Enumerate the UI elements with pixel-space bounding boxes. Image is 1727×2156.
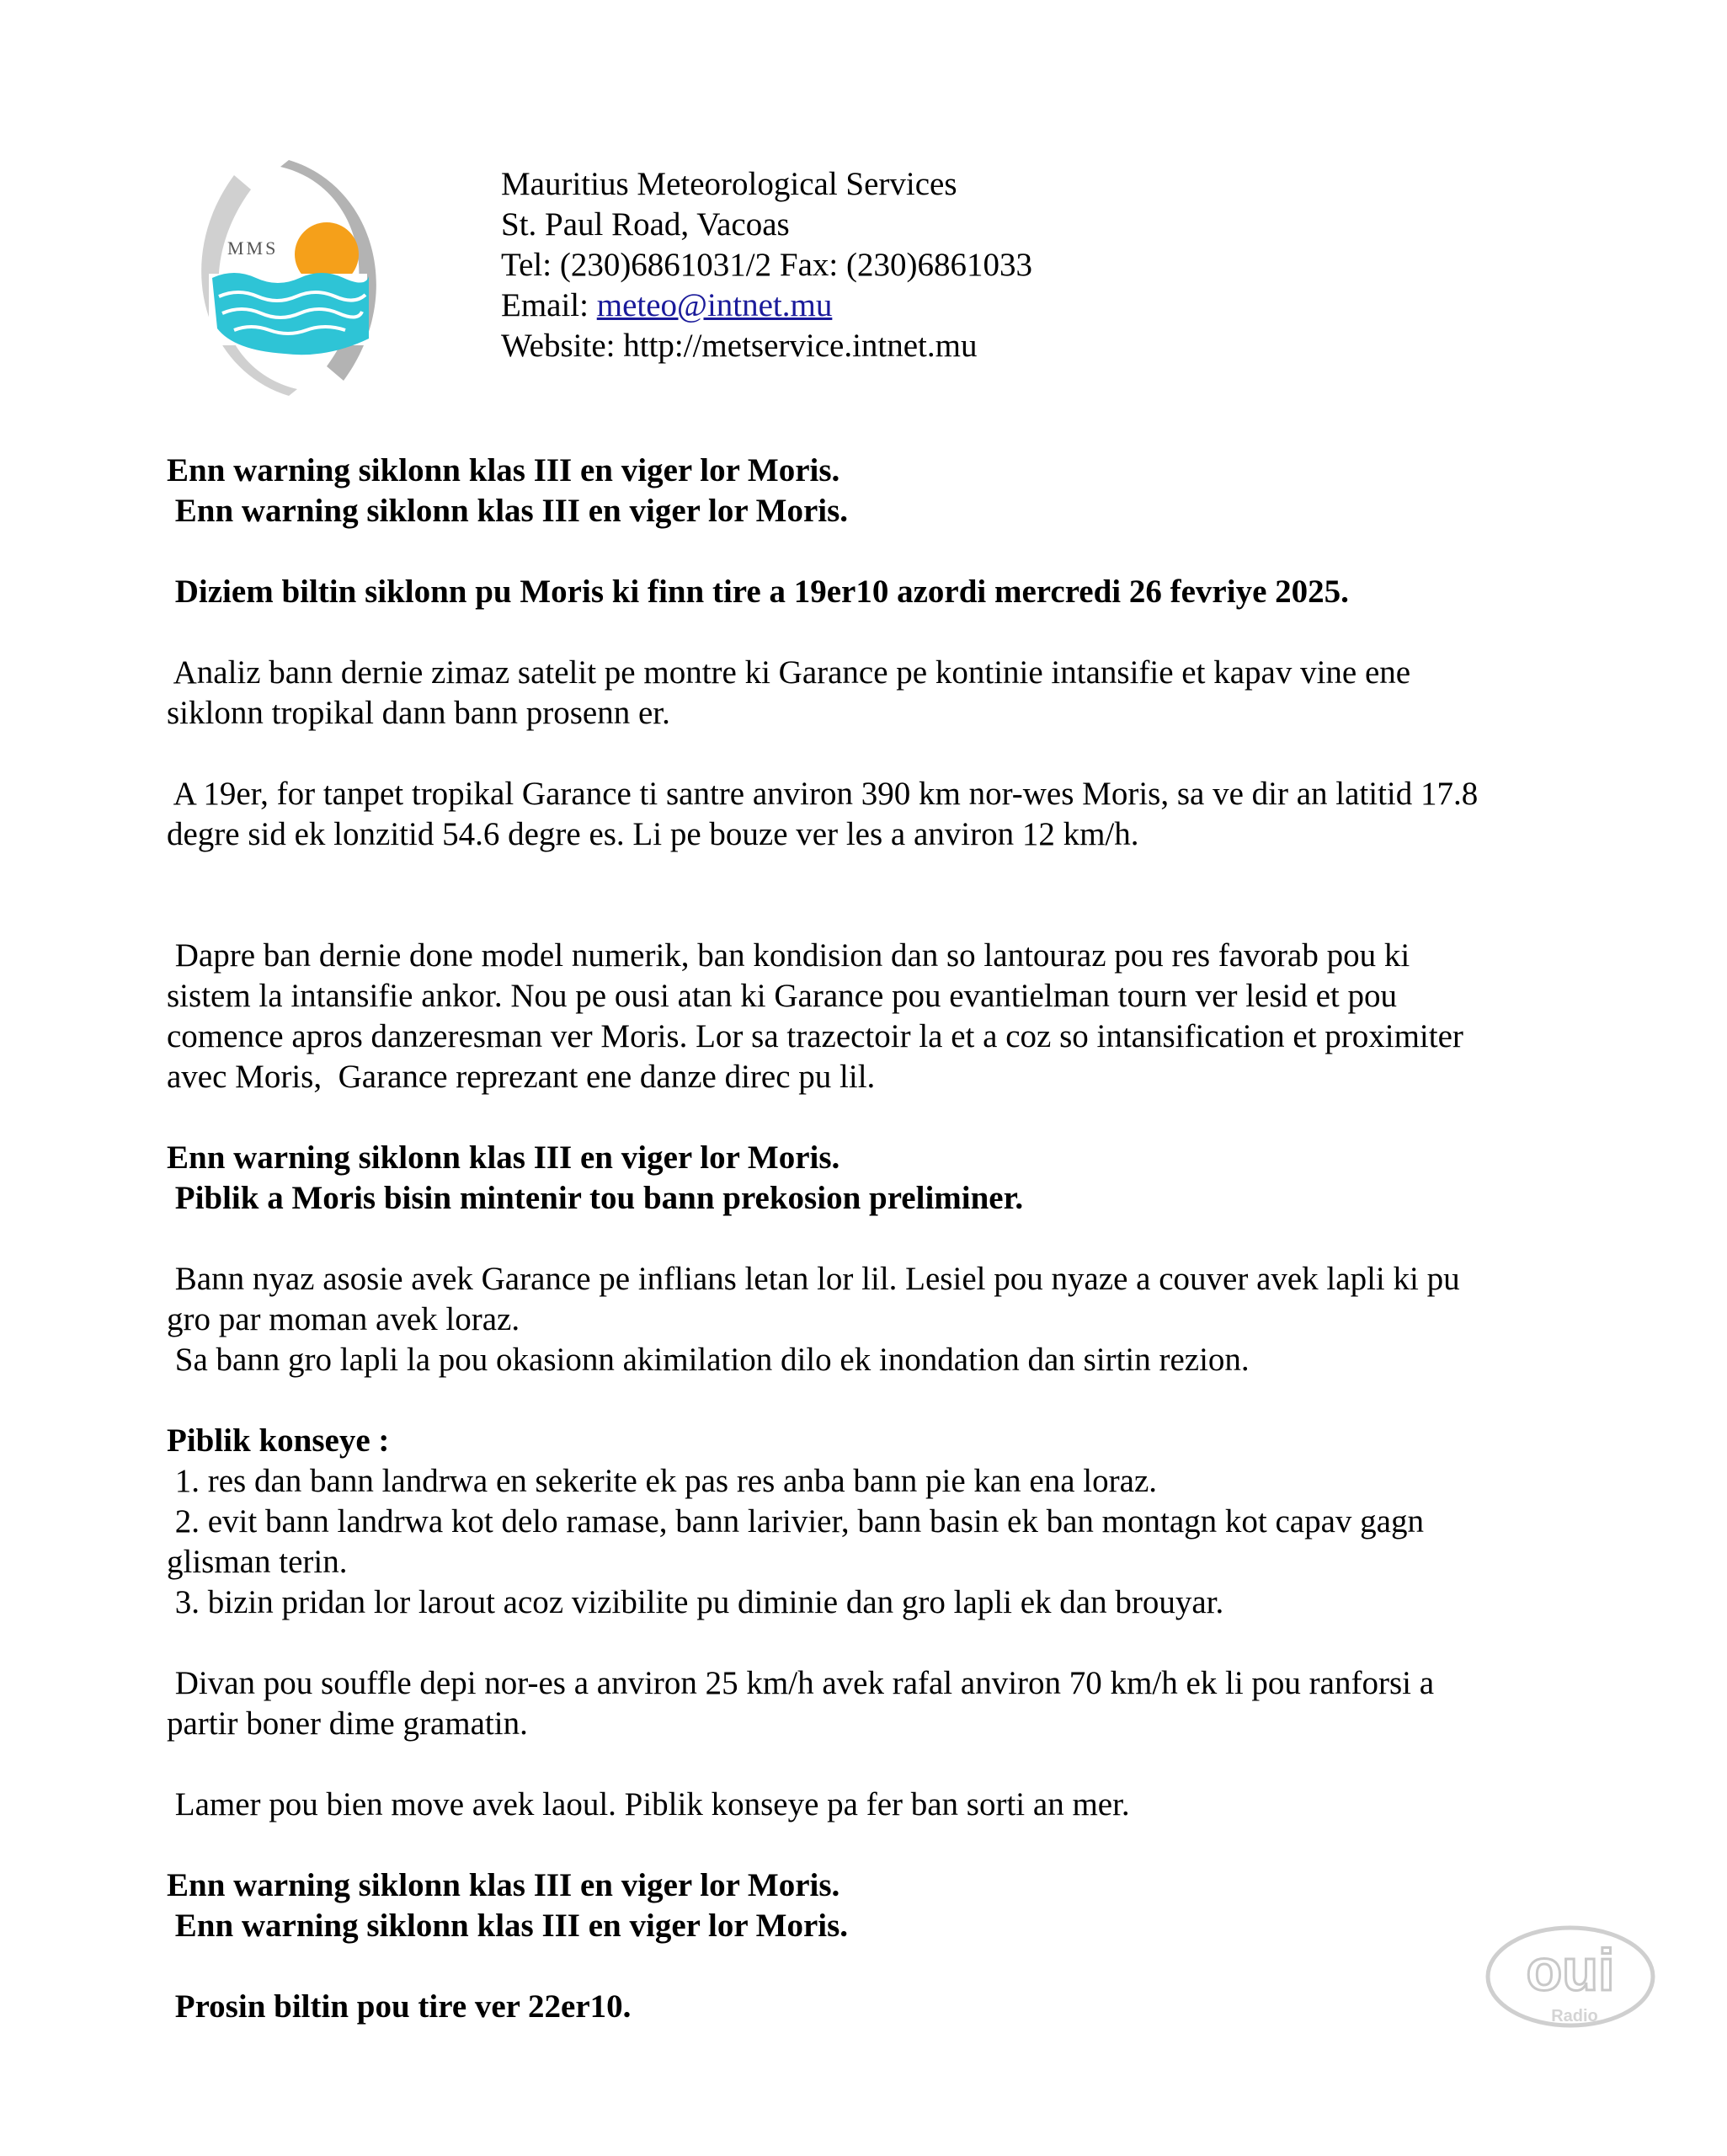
email-link[interactable]: meteo@intnet.mu	[596, 287, 833, 323]
sea-paragraph: Lamer pou bien move avek laoul. Piblik konseye pa fer ban sorti an mer.	[167, 1786, 1130, 1822]
precaution-line: Piblik a Moris bisin mintenir tou bann prekosion preliminer.	[167, 1180, 1024, 1216]
model-paragraph: Dapre ban dernie done model numerik, ban kondision dan so lantouraz pou res favorab pou ki	[167, 937, 1410, 974]
oui-radio-watermark	[1482, 1924, 1659, 2034]
wind-paragraph: Divan pou souffle depi nor-es a anviron 25 km/h avek rafal anviron 70 km/h ek li pou ranforsi a	[167, 1665, 1435, 1701]
email-label: Email:	[501, 287, 597, 323]
address: St. Paul Road, Vacoas	[501, 206, 790, 243]
website: Website: http://metservice.intnet.mu	[501, 328, 978, 364]
warning-line: Enn warning siklonn klas III en viger lor Moris.	[167, 452, 840, 488]
letterhead	[501, 164, 1032, 366]
wind-paragraph: partir boner dime gramatin.	[167, 1705, 528, 1742]
advice-item: 2. evit bann landrwa kot delo ramase, bann larivier, bann basin ek ban montagn kot capav gagn	[167, 1503, 1424, 1540]
warning-line: Enn warning siklonn klas III en viger lor Moris.	[167, 1139, 840, 1176]
bulletin-body	[167, 451, 1581, 2027]
warning-line: Enn warning siklonn klas III en viger lor Moris.	[167, 1908, 849, 1944]
bulletin-title: Diziem biltin siklonn pu Moris ki finn tire a 19er10 azordi mercredi 26 fevriye 2025.	[167, 574, 1349, 610]
org-name: Mauritius Meteorological Services	[501, 166, 957, 202]
phone-fax: Tel: (230)6861031/2 Fax: (230)6861033	[501, 247, 1032, 283]
warning-line: Enn warning siklonn klas III en viger lor Moris.	[167, 1867, 840, 1903]
clouds-paragraph: gro par moman avek loraz.	[167, 1301, 520, 1337]
advice-heading: Piblik konseye :	[167, 1422, 390, 1459]
position-paragraph: A 19er, for tanpet tropikal Garance ti santre anviron 390 km nor-wes Moris, sa ve dir an latitid 17.8	[167, 776, 1479, 812]
advice-item: glisman terin.	[167, 1544, 348, 1580]
analysis-paragraph: siklonn tropikal dann bann prosenn er.	[167, 695, 670, 731]
warning-line: Enn warning siklonn klas III en viger lor Moris.	[167, 493, 849, 529]
analysis-paragraph: Analiz bann dernie zimaz satelit pe montre ki Garance pe kontinie intansifie et kapav vine ene	[167, 654, 1411, 691]
next-bulletin: Prosin biltin pou tire ver 22er10.	[167, 1988, 632, 2025]
advice-item: 3. bizin pridan lor larout acoz vizibilite pu diminie dan gro lapli ek dan brouyar.	[167, 1584, 1224, 1620]
model-paragraph: avec Moris, Garance reprezant ene danze direc pu lil.	[167, 1059, 876, 1095]
mms-logo	[200, 160, 377, 396]
model-paragraph: sistem la intansifie ankor. Nou pe ousi atan ki Garance pou evantielman tourn ver lesid et pou	[167, 978, 1398, 1014]
position-paragraph: degre sid ek lonzitid 54.6 degre es. Li pe bouze ver les a anviron 12 km/h.	[167, 816, 1139, 852]
model-paragraph: comence apros danzeresman ver Moris. Lor sa trazectoir la et a coz so intansification et proximiter	[167, 1018, 1463, 1054]
email-line	[501, 286, 1032, 326]
watermark-sub-text: Radio	[1551, 2007, 1598, 2025]
watermark-main-text: oui	[1526, 1937, 1615, 2003]
advice-item: 1. res dan bann landrwa en sekerite ek pas res anba bann pie kan ena loraz.	[167, 1463, 1157, 1499]
logo-text: MMS	[227, 237, 279, 259]
clouds-paragraph: Bann nyaz asosie avek Garance pe inflians letan lor lil. Lesiel pou nyaze a couver avek lapli ki pu	[167, 1261, 1460, 1297]
clouds-paragraph: Sa bann gro lapli la pou okasionn akimilation dilo ek inondation dan sirtin rezion.	[167, 1342, 1250, 1378]
